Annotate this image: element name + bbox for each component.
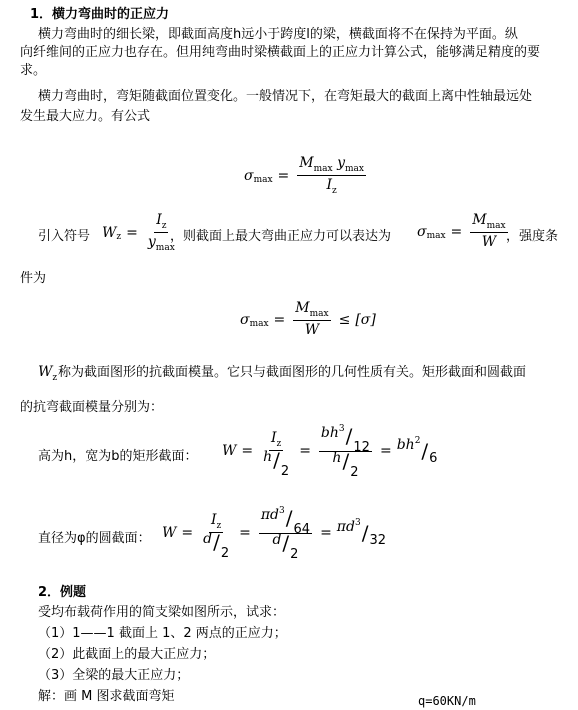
w-symbol: W bbox=[102, 224, 117, 241]
subscript-max: max bbox=[249, 318, 269, 329]
m-symbol: M bbox=[299, 155, 314, 171]
y-symbol: y bbox=[147, 234, 156, 250]
subscript-max: max bbox=[253, 174, 273, 185]
line3-text-c: ，强度条 bbox=[506, 229, 559, 244]
i-symbol: I bbox=[271, 429, 277, 446]
formula-sigma-w bbox=[417, 212, 511, 251]
line3-text-a: 引入符号 bbox=[38, 229, 91, 244]
line3-text-b: ，则截面上最大弯曲正应力可以表达为 bbox=[170, 229, 392, 244]
wz-para-line2: 的抗弯截面模量分别为： bbox=[20, 400, 164, 415]
numerator bbox=[209, 512, 223, 533]
number-2: 2 bbox=[350, 465, 359, 480]
pi-d-symbol: πd bbox=[260, 507, 280, 523]
exponent-3: 3 bbox=[279, 506, 285, 516]
equals-sign: = bbox=[241, 442, 254, 459]
number-6: 6 bbox=[429, 451, 438, 466]
subscript-max: max bbox=[309, 309, 329, 319]
example-intro: 受均布载荷作用的简支梁如图所示，试求： bbox=[38, 605, 286, 620]
line4-text: 件为 bbox=[20, 271, 47, 286]
subscript-z: z bbox=[332, 186, 337, 196]
fraction bbox=[293, 300, 330, 339]
equals-sign: = bbox=[273, 311, 286, 328]
fraction bbox=[261, 429, 291, 479]
subscript-z: z bbox=[161, 221, 167, 231]
circle-label: 直径为φ的圆截面： bbox=[38, 531, 151, 546]
exponent-3: 3 bbox=[338, 424, 345, 434]
subscript-z: z bbox=[52, 373, 58, 383]
w-symbol: W bbox=[162, 524, 177, 541]
m-symbol: M bbox=[472, 212, 487, 228]
i-symbol: I bbox=[210, 511, 217, 528]
equals-sign: = bbox=[239, 524, 251, 541]
sigma-symbol: σ bbox=[417, 223, 427, 240]
denominator: h/2 bbox=[332, 449, 359, 480]
para1-line1: 横力弯曲时的细长梁，即截面高度h远小于跨度l的梁，横截面将不在保持为平面。纵 bbox=[38, 27, 518, 42]
pi-d-symbol: πd bbox=[336, 518, 355, 535]
h-symbol: h bbox=[329, 425, 339, 441]
denominator: d/2 bbox=[203, 529, 230, 561]
w-symbol: W bbox=[38, 364, 53, 380]
number-2: 2 bbox=[290, 547, 299, 562]
w-symbol: W bbox=[304, 322, 320, 338]
fraction bbox=[297, 155, 366, 196]
h-symbol: h bbox=[263, 448, 273, 465]
para1-line2: 向纤维间的正应力也存在。但用纯弯曲时梁横截面上的正应力计算公式，能够满足精度的要 bbox=[20, 45, 541, 60]
subscript-z: z bbox=[216, 520, 222, 531]
subscript-max: max bbox=[344, 164, 364, 174]
section1-heading: 1．横力弯曲时的正应力 bbox=[30, 7, 170, 22]
equals-sign: = bbox=[379, 442, 392, 459]
y-symbol: y bbox=[337, 155, 345, 171]
fraction bbox=[470, 212, 507, 251]
fraction bbox=[201, 511, 231, 561]
exponent-3: 3 bbox=[354, 517, 361, 528]
m-symbol: M bbox=[295, 300, 310, 316]
formula-sigma-max bbox=[244, 155, 369, 196]
wz-symbol bbox=[38, 364, 58, 383]
numerator bbox=[470, 212, 507, 233]
equals-sign: = bbox=[181, 524, 194, 541]
fraction bbox=[259, 506, 312, 562]
equals-sign: = bbox=[299, 442, 311, 459]
numerator bbox=[297, 155, 366, 176]
number-2: 2 bbox=[280, 463, 290, 479]
i-symbol: I bbox=[326, 177, 333, 193]
d-symbol: d bbox=[272, 532, 282, 548]
example-item-1: （1）1——1 截面上 1、2 两点的正应力； bbox=[38, 626, 287, 641]
leq-sign: ≤ bbox=[338, 311, 351, 328]
i-symbol: I bbox=[156, 212, 162, 228]
para2-line2: 发生最大应力。有公式 bbox=[20, 109, 151, 124]
wz-para-line1: 称为截面图形的抗截面模量。它只与截面图形的几何性质有关。矩形截面和圆截面 bbox=[58, 365, 527, 380]
equals-sign: = bbox=[277, 167, 290, 184]
w-symbol: W bbox=[481, 234, 497, 250]
subscript-max: max bbox=[313, 164, 333, 174]
para1-line3: 求。 bbox=[20, 63, 47, 78]
formula-strength-condition bbox=[240, 300, 376, 339]
para2-line1: 横力弯曲时，弯矩随截面位置变化。一般情况下，在弯矩最大的截面上离中性轴最远处 bbox=[38, 89, 533, 104]
denominator bbox=[324, 176, 338, 196]
sigma-symbol: σ bbox=[244, 167, 254, 184]
load-label: q=60KN/m bbox=[418, 694, 476, 708]
allowable-stress: [σ] bbox=[355, 311, 376, 328]
denominator: h/2 bbox=[263, 447, 290, 479]
numerator: $bh^3/12$ bbox=[320, 424, 370, 455]
b-symbol: b bbox=[320, 425, 330, 441]
number-2: 2 bbox=[220, 545, 230, 561]
equals-sign: = bbox=[450, 223, 463, 240]
denominator: d/2 bbox=[272, 531, 299, 562]
section2-heading: 2．例题 bbox=[38, 585, 87, 600]
d-symbol: d bbox=[203, 530, 213, 547]
fraction bbox=[319, 424, 372, 480]
denominator bbox=[480, 233, 498, 251]
example-item-2: （2）此截面上的最大正应力； bbox=[38, 647, 216, 662]
sigma-symbol: σ bbox=[240, 311, 250, 328]
formula-circle-modulus: W = $\frac{I_z}{d/2}$ = $\frac{\pi d^3/64}{d/2}$ = $\pi d^3$ / 32 bbox=[162, 506, 386, 562]
formula-wz-def bbox=[102, 212, 180, 253]
equals-sign: = bbox=[126, 224, 138, 241]
subscript-max: max bbox=[155, 243, 175, 253]
denominator bbox=[303, 321, 321, 339]
example-item-3: （3）全梁的最大正应力； bbox=[38, 668, 190, 683]
number-32: 32 bbox=[369, 533, 386, 548]
exponent-2: 2 bbox=[414, 435, 421, 446]
number-12: 12 bbox=[353, 440, 370, 455]
h-symbol: h bbox=[405, 436, 415, 453]
b-symbol: b bbox=[396, 436, 406, 453]
numerator: $\pi d^3/64$ bbox=[260, 506, 311, 537]
numerator bbox=[154, 212, 168, 233]
h-symbol: h bbox=[332, 450, 342, 466]
formula-rect-modulus: W = $\frac{I_z}{h/2}$ = $\frac{bh^3/12}{h/2}$ = $bh^2$ / 6 bbox=[222, 424, 438, 480]
subscript-z: z bbox=[116, 231, 122, 242]
solution-line: 解：画 M 图求截面弯矩 bbox=[38, 689, 175, 704]
rect-label: 高为h，宽为b的矩形截面： bbox=[38, 449, 198, 464]
equals-sign: = bbox=[320, 524, 332, 541]
numerator bbox=[269, 430, 283, 451]
subscript-max: max bbox=[486, 221, 506, 231]
numerator bbox=[293, 300, 330, 321]
subscript-max: max bbox=[426, 230, 446, 241]
subscript-z: z bbox=[276, 438, 282, 449]
w-symbol: W bbox=[222, 442, 237, 459]
number-64: 64 bbox=[293, 522, 311, 537]
